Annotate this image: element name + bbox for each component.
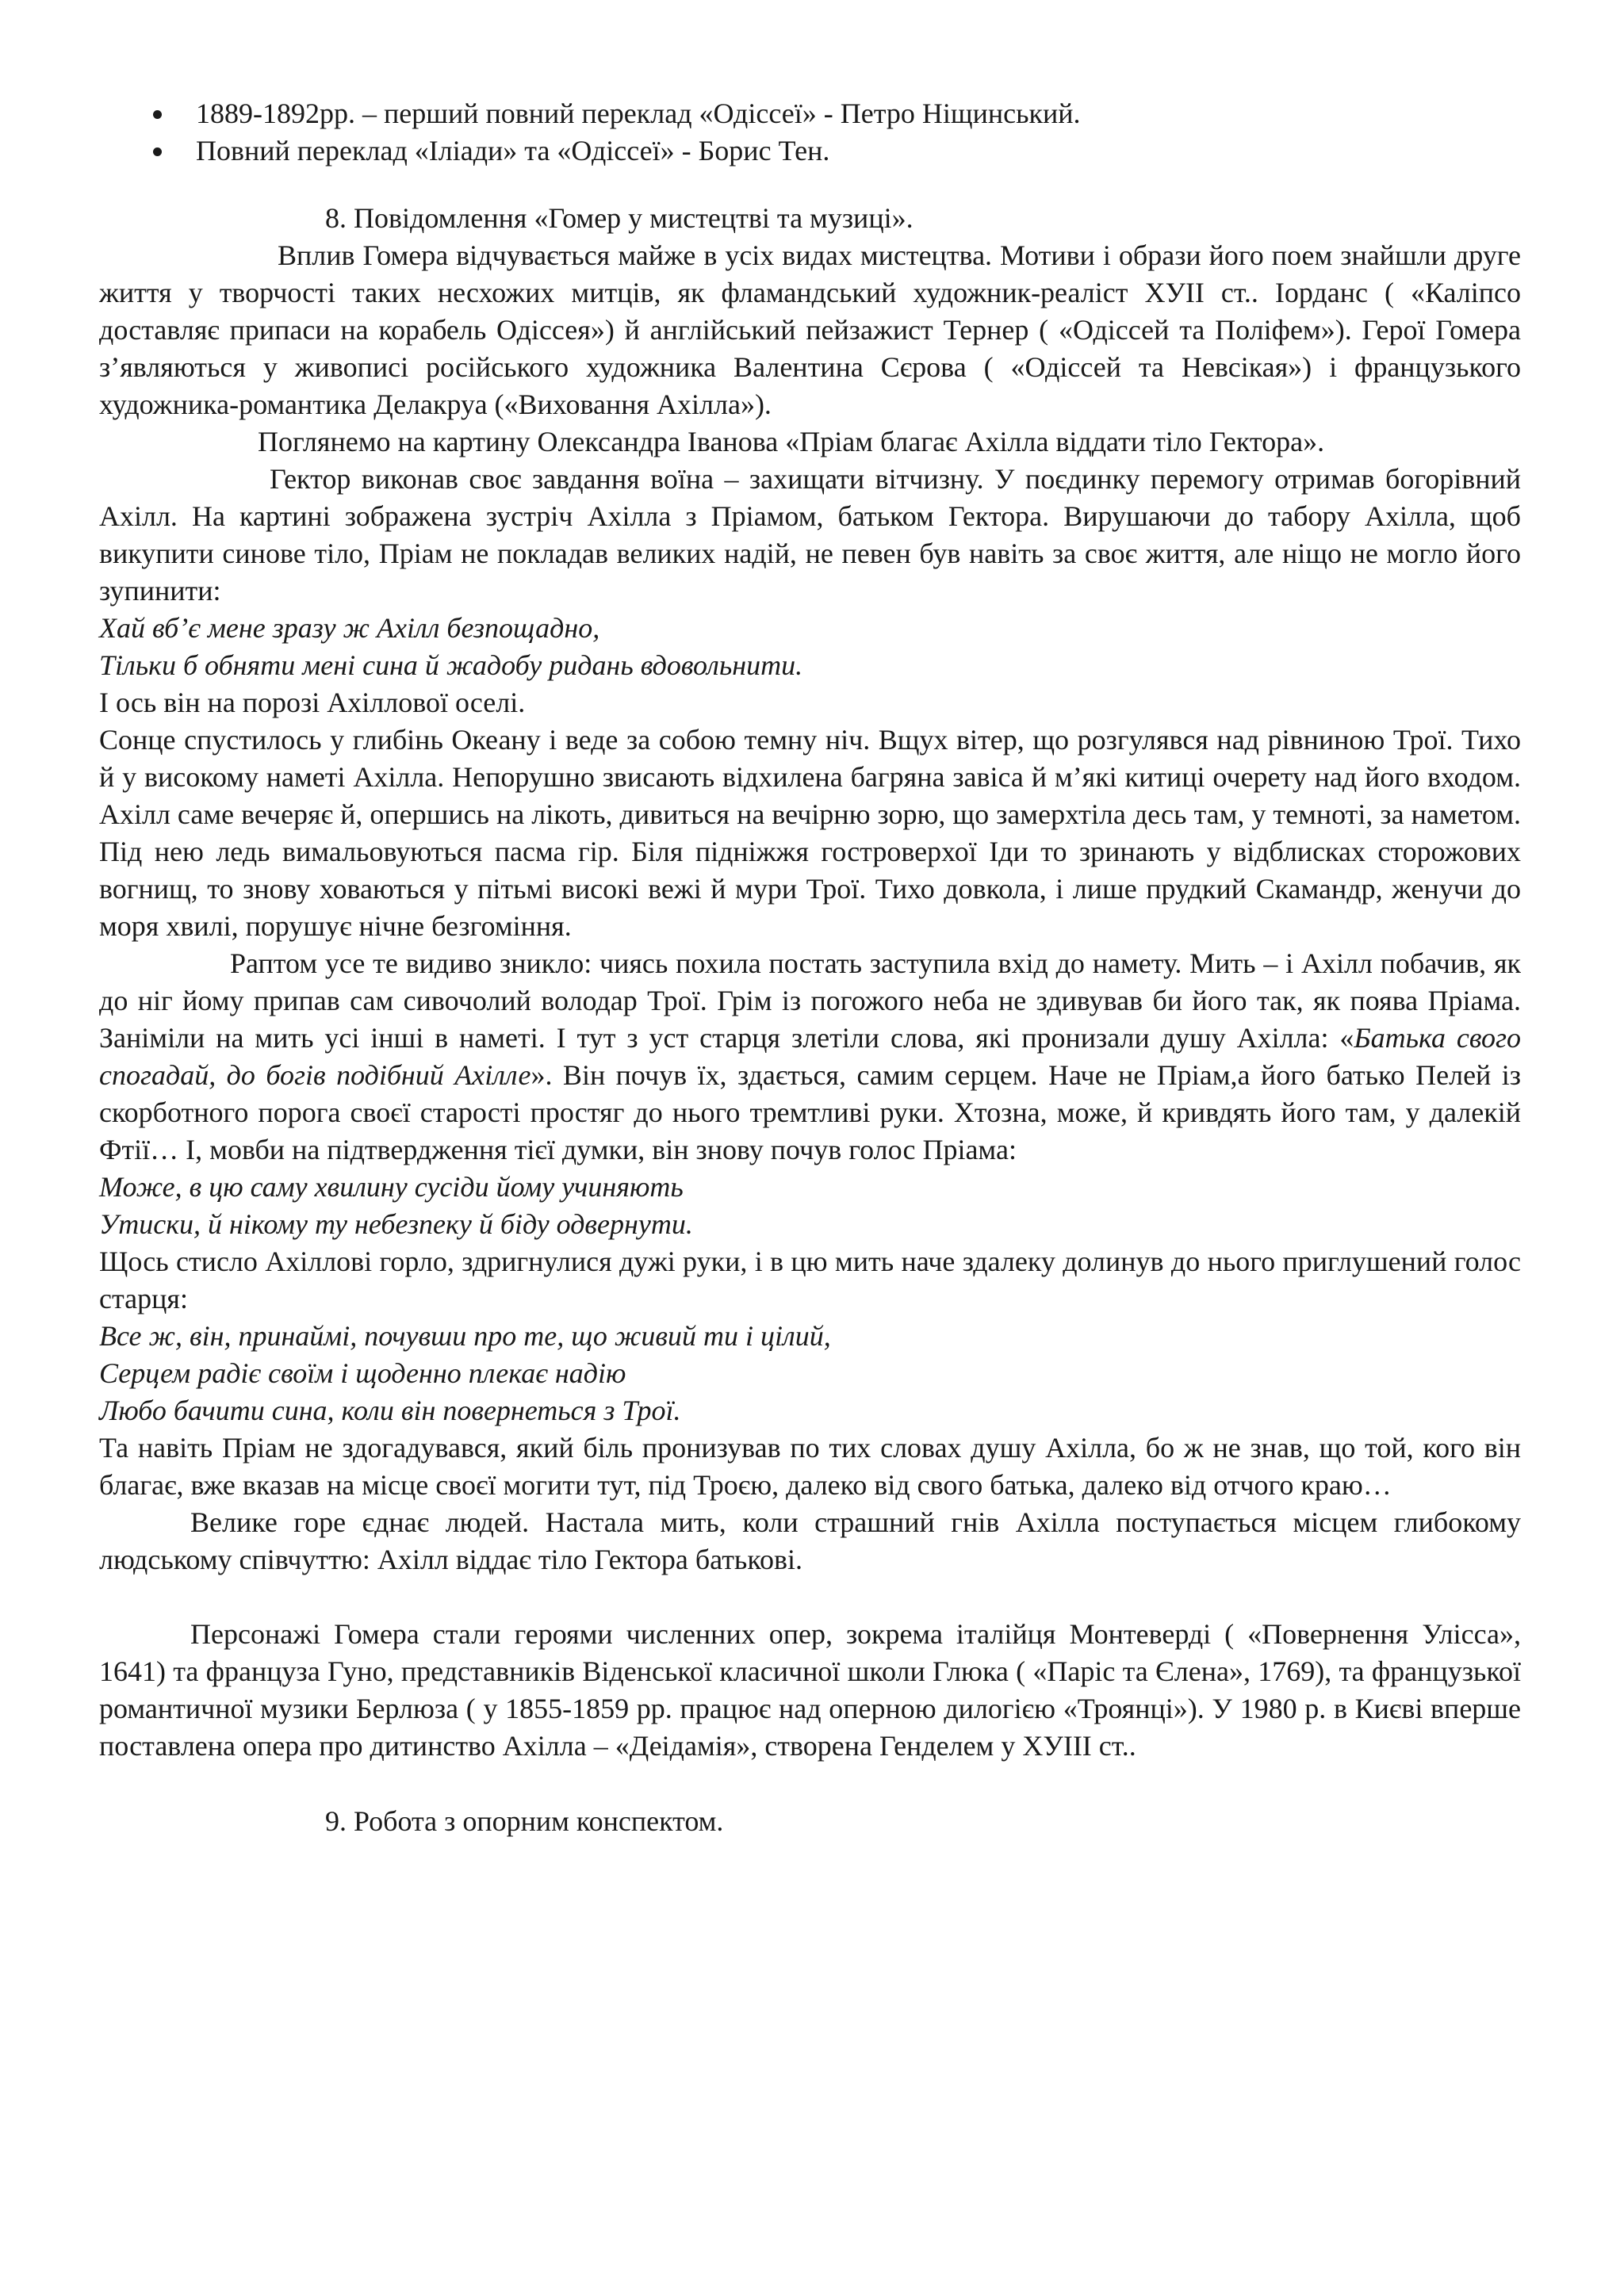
list-item: Повний переклад «Іліади» та «Одіссеї» - Борис Тен. bbox=[99, 132, 1521, 170]
verse-line: Утиски, й нікому ту небезпеку й біду одвернути. bbox=[99, 1208, 693, 1240]
verse-quote-1 bbox=[99, 610, 1521, 684]
verse-line: Серцем радіє своїм і щоденно плекає надію bbox=[99, 1357, 626, 1389]
paragraph-priam-unaware: Та навіть Пріам не здогадувався, який біль пронизував по тих словах душу Ахілла, бо ж не знав, що той, кого він благає, вже вказав на місце своєї могити тут, під Троєю, далеко від свого батька, далеко від отчого краю… bbox=[99, 1432, 1521, 1501]
translations-list bbox=[99, 95, 1521, 170]
section-heading-9: 9. Робота з опорним конспектом. bbox=[325, 1805, 724, 1837]
paragraph-hector: Гектор виконав своє завдання воїна – захищати вітчизну. У поєдинку перемогу отримав богорівний Ахілл. На картині зображена зустріч Ахілла з Пріамом, батьком Гектора. Вирушаючи до табору Ахілла, щоб викупити синове тіло, Пріам не покладав великих надій, не певен був навіть за своє життя, але ніщо не могло його зупинити: bbox=[99, 463, 1521, 607]
italic-quote: Батька свого спогадай, до богів подібний Ахілле bbox=[99, 1022, 1522, 1091]
paragraph-priam-appears bbox=[99, 945, 1521, 1169]
list-item: 1889-1892рр. – перший повний переклад «Одіссеї» - Петро Ніщинський. bbox=[99, 95, 1521, 132]
verse-line: Все ж, він, принаймі, почувши про те, що живий ти і цілий, bbox=[99, 1320, 831, 1352]
paragraph-operas: Персонажі Гомера стали героями численних опер, зокрема італійця Монтеверді ( «Повернення Улісса», 1641) та француза Гуно, представників Віденської класичної школи Глюка ( «Паріс та Єлена», 1769), та французької романтичної музики Берлюза ( у 1855-1859 рр. працює над оперною дилогією «Троянці»). У 1980 р. в Києві вперше поставлена опера про дитинство Ахілла – «Деідамія», створена Генделем у ХУІІІ ст.. bbox=[99, 1618, 1521, 1762]
verse-line: Любо бачити сина, коли він повернеться з Трої. bbox=[99, 1395, 681, 1426]
paragraph-homer-influence: Вплив Гомера відчувається майже в усіх видах мистецтва. Мотиви і образи його поем знайшли друге життя у творчості таких несхожих митців, як фламандський художник-реаліст ХУІІ ст.. Іорданс ( «Каліпсо доставляє припаси на корабель Одіссея») й англійський пейзажист Тернер ( «Одіссей та Поліфем»). Герої Гомера з’являються у живописі російського художника Валентина Сєрова ( «Одіссей та Невсікая») і французького художника-романтика Делакруа («Виховання Ахілла»). bbox=[99, 239, 1521, 420]
paragraph-achilles-throat: Щось стисло Ахіллові горло, здригнулися дужі руки, і в цю мить наче здалеку долинув до нього приглушений голос старця: bbox=[99, 1246, 1521, 1314]
verse-quote-2 bbox=[99, 1169, 1521, 1243]
paragraph-threshold: І ось він на порозі Ахіллової оселі. bbox=[99, 687, 526, 718]
verse-line: Хай вб’є мене зразу ж Ахілл безпощадно, bbox=[99, 612, 600, 644]
paragraph-painting-intro: Поглянемо на картину Олександра Іванова «Пріам благає Ахілла віддати тіло Гектора». bbox=[258, 426, 1325, 457]
paragraph-night-scene: Сонце спустилось у глибінь Океану і веде за собою темну ніч. Вщух вітер, що розгулявся над рівниною Трої. Тихо й у високому наметі Ахілла. Непорушно звисають відхилена багряна завіса й м’які китиці очерету над його входом. Ахілл саме вечеряє й, опершись на лікоть, дивиться на вечірню зорю, що замерхтіла десь там, у темноті, за наметом. Під нею ледь вимальовуються пасма гір. Біля підніжжя гостроверхої Іди то зринають у відблисках сторожових вогнищ, то знову ховаються у пітьмі високі вежі й мури Трої. Тихо довкола, і лише прудкий Скамандр, женучи до моря хвилі, порушує нічне безгоміння. bbox=[99, 724, 1521, 942]
verse-line: Тільки б обняти мені сина й жадобу ридань вдовольнити. bbox=[99, 649, 803, 681]
verse-quote-3 bbox=[99, 1318, 1521, 1429]
verse-line: Може, в цю саму хвилину сусіди йому учиняють bbox=[99, 1171, 684, 1203]
section-heading-8: 8. Повідомлення «Гомер у мистецтві та музиці». bbox=[325, 202, 914, 234]
text-segment: ». Він почув їх, здається, самим серцем. Наче не Пріам,а його батько Пелей із скорботного порога своєї старості простяг до нього тремтливі руки. Хтозна, може, й кривдять його там, у далекій Фтії… І, мовби на підтвердження тієї думки, він знову почув голос Пріама: bbox=[99, 1059, 1521, 1165]
text-segment: Раптом усе те видиво зникло: чиясь похила постать заступила вхід до намету. Мить – і Ахілл побачив, як до ніг йому припав сам сивочолий володар Трої. Грім із погожого неба не здивував би його так, як поява Пріама. Заніміли на мить усі інші в наметі. І тут з уст старця злетіли слова, які пронизали душу Ахілла: « bbox=[99, 947, 1521, 1054]
paragraph-great-grief: Велике горе єднає людей. Настала мить, коли страшний гнів Ахілла поступається місцем глибокому людському співчуттю: Ахілл віддає тіло Гектора батькові. bbox=[99, 1506, 1521, 1575]
